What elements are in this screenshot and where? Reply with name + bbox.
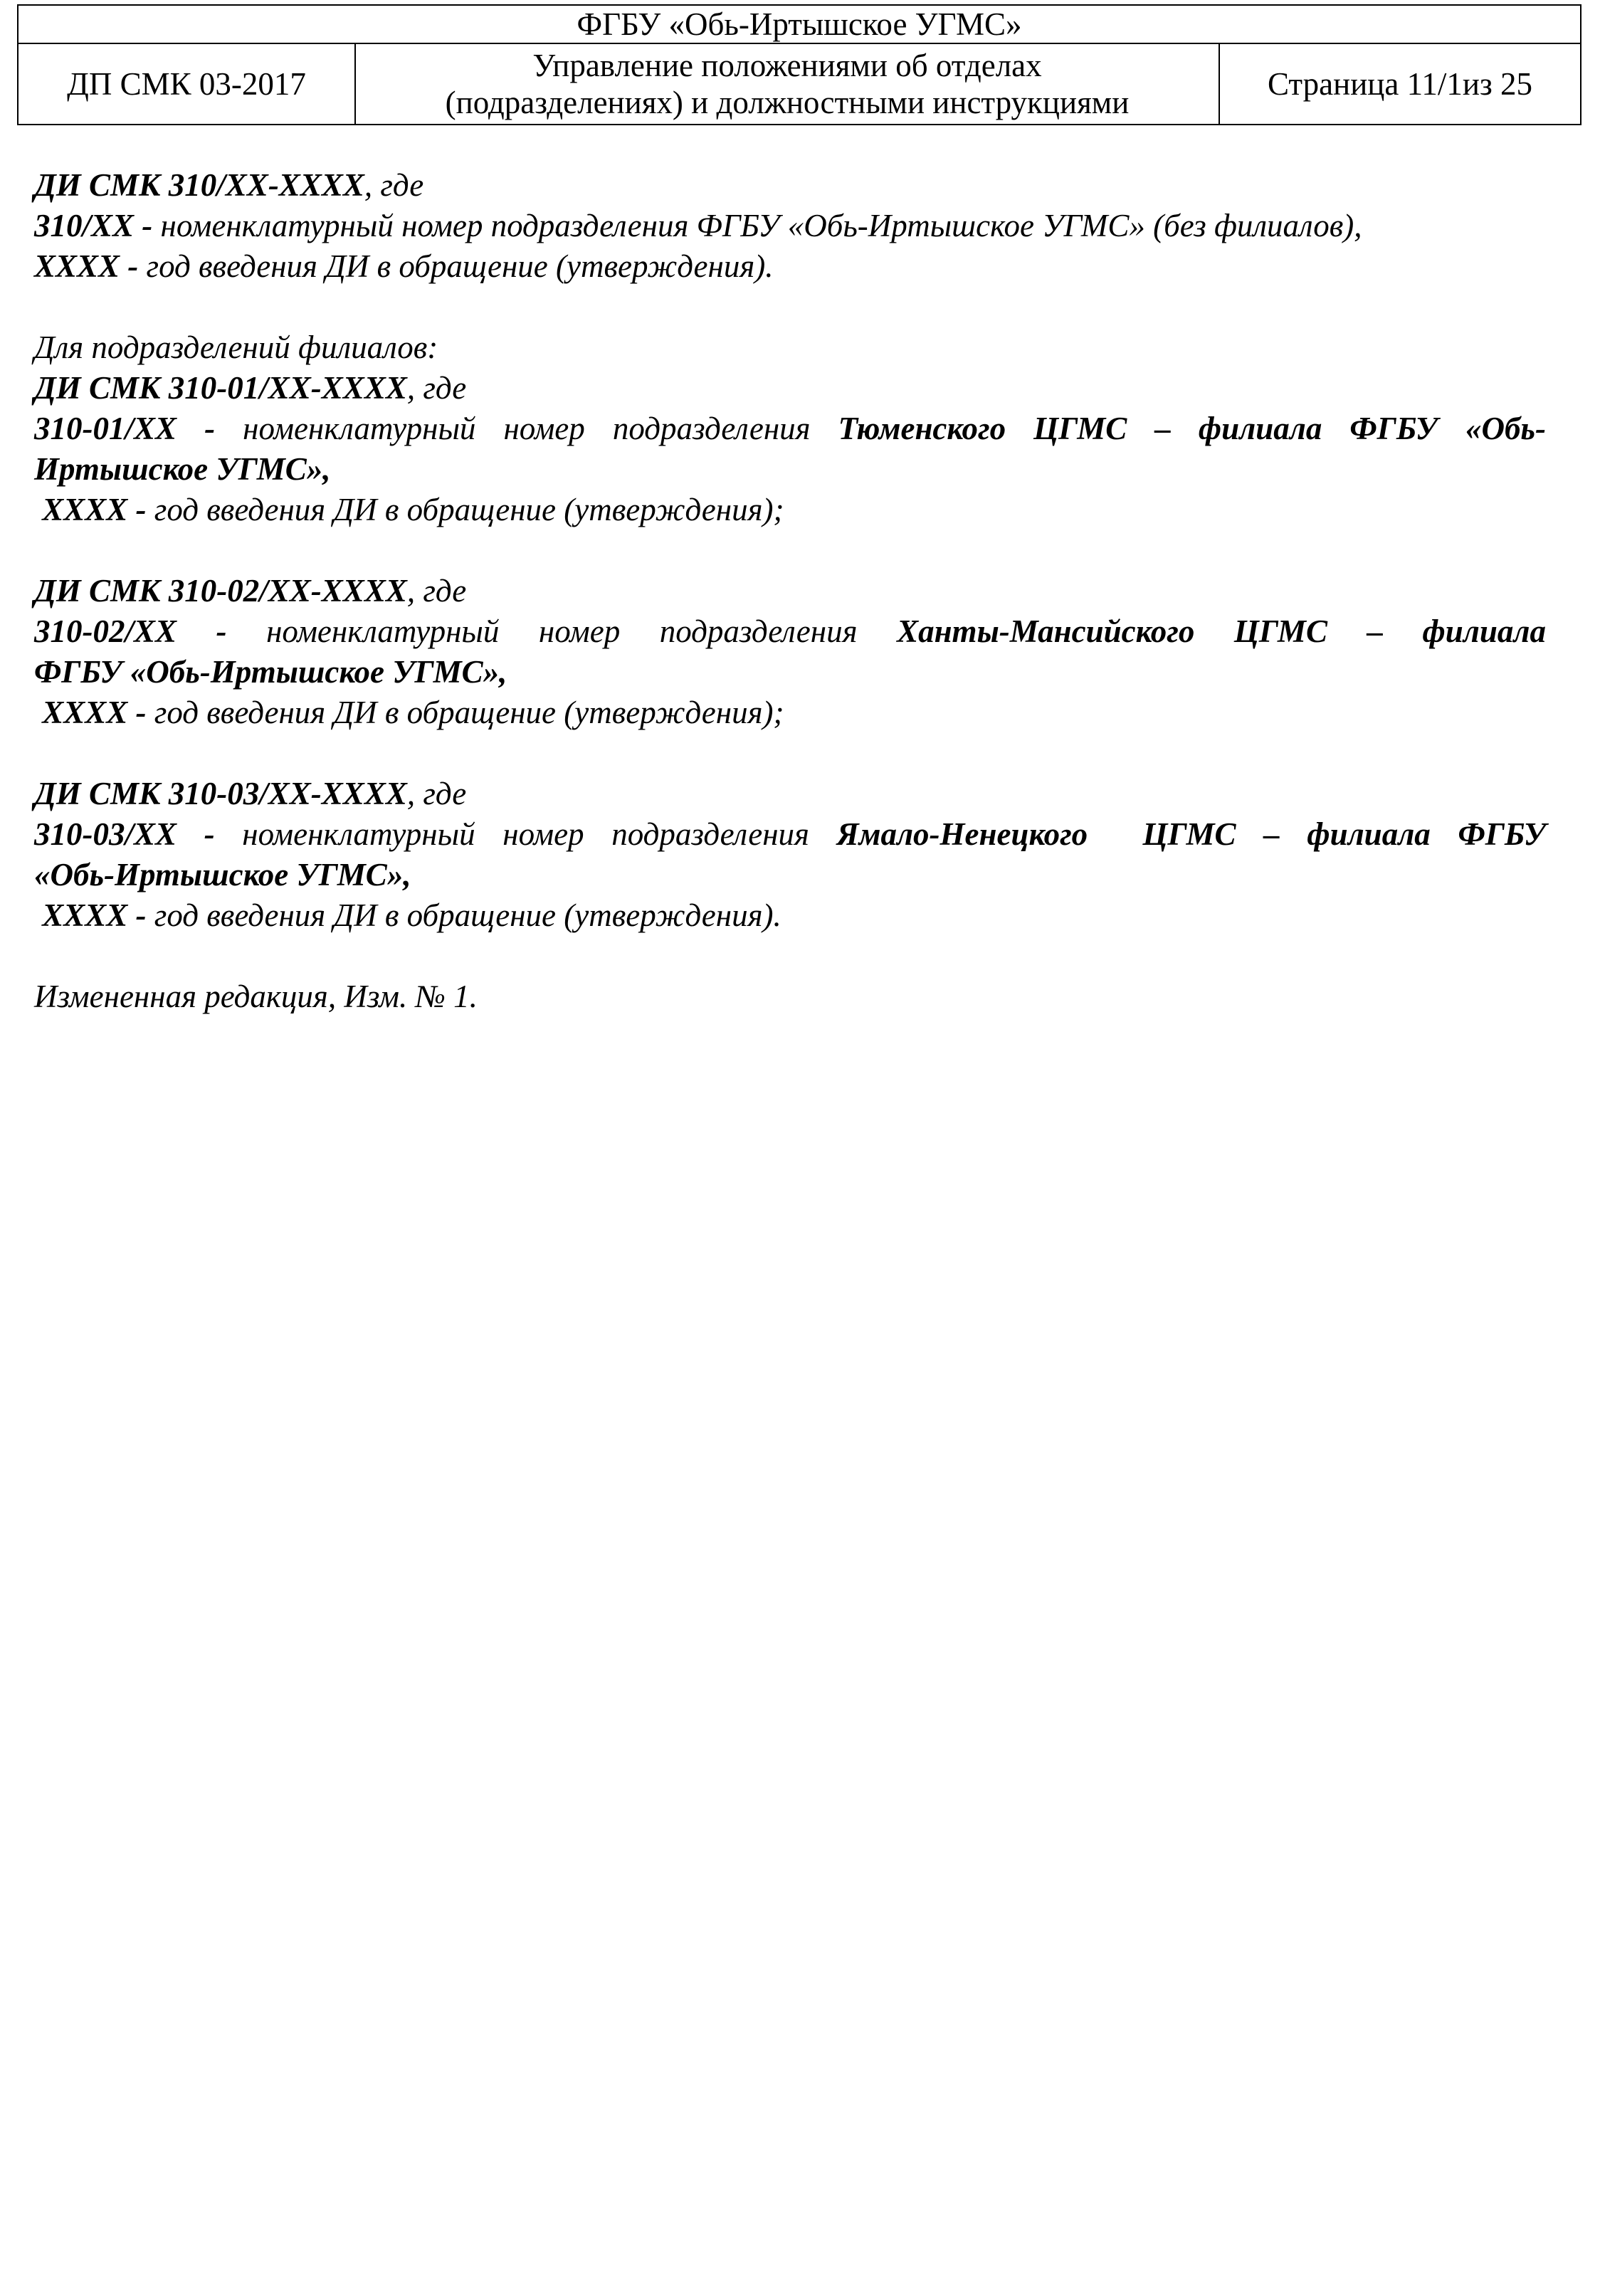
- branch-2-year-label: XXXX -: [34, 695, 147, 730]
- branch-1-year-text: год введения ДИ в обращение (утверждения);: [146, 492, 784, 527]
- branch-3-code-suffix: , где: [406, 776, 467, 811]
- branch-2-number-text: номенклатурный номер подразделения: [226, 614, 898, 649]
- branch-1-name-line-1: Тюменского ЦГМС – филиала ФГБУ «Обь-: [838, 411, 1546, 446]
- branch-1-year-label: XXXX -: [34, 492, 147, 527]
- intro-number-text: номенклатурный номер подразделения ФГБУ «Обь-Иртышское УГМС» (без филиалов),: [152, 208, 1362, 243]
- branch-3-year-text: год введения ДИ в обращение (утверждения).: [146, 897, 781, 933]
- branch-1-number-line: [34, 409, 1546, 449]
- intro-year-line: [34, 246, 1546, 287]
- branch-1-name-line-2: Иртышское УГМС»,: [34, 451, 331, 487]
- branch-3-number-text: номенклатурный номер подразделения: [214, 816, 837, 852]
- branch-3-code-line: [34, 774, 1546, 814]
- document-title-line-1: Управление положениями об отделах: [532, 48, 1042, 83]
- intro-number-line: [34, 206, 1546, 246]
- branch-1-number-label: 310-01/XX -: [34, 411, 216, 446]
- document-code: ДП СМК 03-2017: [18, 43, 355, 125]
- branch-1-year-line: [34, 490, 1546, 530]
- branch-1-code-line: [34, 368, 1546, 409]
- branch-3-name-line-1: Ямало-Ненецкого ЦГМС – филиала ФГБУ: [836, 816, 1546, 852]
- branch-1-code-suffix: , где: [406, 370, 467, 406]
- branch-3-name-line-2: «Обь-Иртышское УГМС»,: [34, 857, 411, 892]
- document-title: [355, 43, 1219, 125]
- branch-1-number-text: номенклатурный номер подразделения: [215, 411, 838, 446]
- branch-2-code: ДИ СМК 310-02/XX-XXXX: [34, 573, 407, 609]
- document-body: [34, 165, 1546, 1017]
- organization-name: ФГБУ «Обь-Иртышское УГМС»: [18, 5, 1581, 43]
- branches-heading: Для подразделений филиалов:: [34, 330, 438, 365]
- intro-code-line: [34, 165, 1546, 206]
- branch-3-number-label: 310-03/XX -: [34, 816, 215, 852]
- branch-3-year-line: [34, 895, 1546, 936]
- intro-number-label: 310/XX -: [34, 208, 153, 243]
- branch-3-code: ДИ СМК 310-03/XX-XXXX: [34, 776, 407, 811]
- intro-year-text: год введения ДИ в обращение (утверждения).: [138, 248, 774, 284]
- branch-1-code: ДИ СМК 310-01/XX-XXXX: [34, 370, 407, 406]
- branch-2-year-text: год введения ДИ в обращение (утверждения);: [146, 695, 784, 730]
- intro-code-suffix: , где: [364, 167, 424, 203]
- intro-year-label: XXXX -: [34, 248, 139, 284]
- branch-2-code-line: [34, 571, 1546, 611]
- intro-code: ДИ СМК 310/XX-XXXX: [34, 167, 364, 203]
- document-title-line-2: (подразделениях) и должностными инструкциями: [445, 85, 1130, 120]
- branch-2-code-suffix: , где: [406, 573, 467, 609]
- branch-2-number-line: [34, 611, 1546, 652]
- revision-note: Измененная редакция, Изм. № 1.: [34, 979, 478, 1014]
- branch-2-name-line-2: ФГБУ «Обь-Иртышское УГМС»,: [34, 654, 507, 690]
- document-header-table: [17, 4, 1581, 125]
- branch-3-number-line: [34, 814, 1546, 855]
- branch-2-name-line-1: Ханты-Мансийского ЦГМС – филиала: [897, 614, 1546, 649]
- branch-2-number-label: 310-02/XX -: [34, 614, 227, 649]
- branch-2-year-line: [34, 693, 1546, 733]
- page-number: Страница 11/1из 25: [1219, 43, 1581, 125]
- branch-3-year-label: XXXX -: [34, 897, 147, 933]
